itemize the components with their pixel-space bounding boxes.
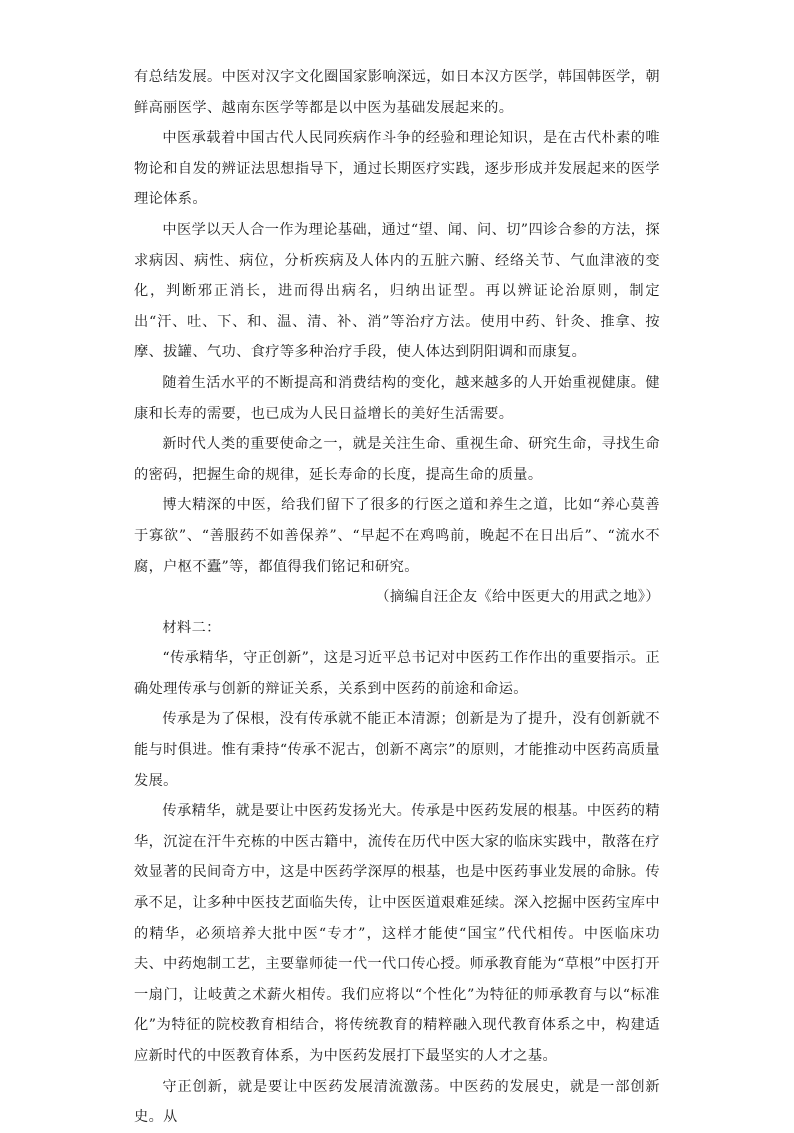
paragraph-inheritance-purpose: 传承是为了保根，没有传承就不能正本清源；创新是为了提升，没有创新就不能与时俱进。惟有秉持“传承不泥古，创新不离宗”的原则，才能推动中医药高质量发展。: [134, 711, 660, 789]
paragraph-inherit-essence: 传承精华，就是要让中医药发扬光大。传承是中医药发展的根基。中医药的精华，沉淀在汗牛充栋的中医古籍中，流传在历代中医大家的临床实践中，散落在疗效显著的民间奇方中，这是中医药学深厚的根基，也是中医药事业发展的命脉。传承不足，让多种中医技艺面临失传，让中医医道艰难延续。深入挖掘中医药宝库中的精华，必须培养大批中医“专才”，这样才能使“国宝”代代相传。中医临床功夫、中药炮制工艺，主要靠师徒一代一代口传心授。师承教育能为“草根”中医打开一扇门，让岐黄之术薪火相传。我们应将以“个性化”为特征的师承教育与以“标准化”为特征的院校教育相结合，将传统教育的精粹融入现代教育体系之中，构建适应新时代的中医教育体系，为中医药发展打下最坚实的人才之基。: [134, 803, 660, 1064]
paragraph-tcm-diagnosis: 中医学以天人合一作为理论基础，通过“望、闻、问、切”四诊合参的方法，探求病因、病性、病位，分析疾病及人体内的五脏六腑、经络关节、气血津液的变化，判断邪正消长，进而得出病名，归纳出证型。再以辨证论治原则，制定出“汗、吐、下、和、温、清、补、消”等治疗方法。使用中药、针灸、推拿、按摩、拔罐、气功、食疗等多种治疗手段，使人体达到阴阳调和而康复。: [134, 221, 660, 361]
paragraph-innovation-start: 守正创新，就是要让中医药发展清流激荡。中医药的发展史，就是一部创新史。从: [134, 1078, 660, 1126]
paragraph-health-demand: 随着生活水平的不断提高和消费结构的变化，越来越多的人开始重视健康。健康和长寿的需要，也已成为人民日益增长的美好生活需要。: [134, 374, 660, 422]
paragraph-inherit-innovate: “传承精华，守正创新”，这是习近平总书记对中医药工作作出的重要指示。正确处理传承与创新的辩证关系，关系到中医药的前途和命运。: [134, 650, 660, 697]
paragraph-health-sayings: 博大精深的中医，给我们留下了很多的行医之道和养生之道，比如“养心莫善于寡欲”、“善服药不如善保养”、“早起不在鸡鸣前，晚起不在日出后”、“流水不腐，户枢不蠹”等，都值得我们铭记和研究。: [134, 497, 660, 575]
paragraph-tcm-theory-system: 中医承载着中国古代人民同疾病作斗争的经验和理论知识，是在古代朴素的唯物论和自发的辨证法思想指导下，通过长期医疗实践，逐步形成并发展起来的医学理论体系。: [134, 130, 660, 208]
material-two-heading: 材料二：: [162, 619, 221, 636]
paragraph-life-mission: 新时代人类的重要使命之一，就是关注生命、重视生命、研究生命，寻找生命的密码，把握生命的规律，延长寿命的长度，提高生命的质量。: [134, 436, 660, 483]
paragraph-intro-continuation: 有总结发展。中医对汉字文化圈国家影响深远，如日本汉方医学，韩国韩医学，朝鲜高丽医学、越南东医学等都是以中医为基础发展起来的。: [134, 69, 660, 116]
source-citation: （摘编自汪企友《给中医更大的用武之地》）: [375, 589, 660, 606]
document-body: [134, 62, 660, 1133]
